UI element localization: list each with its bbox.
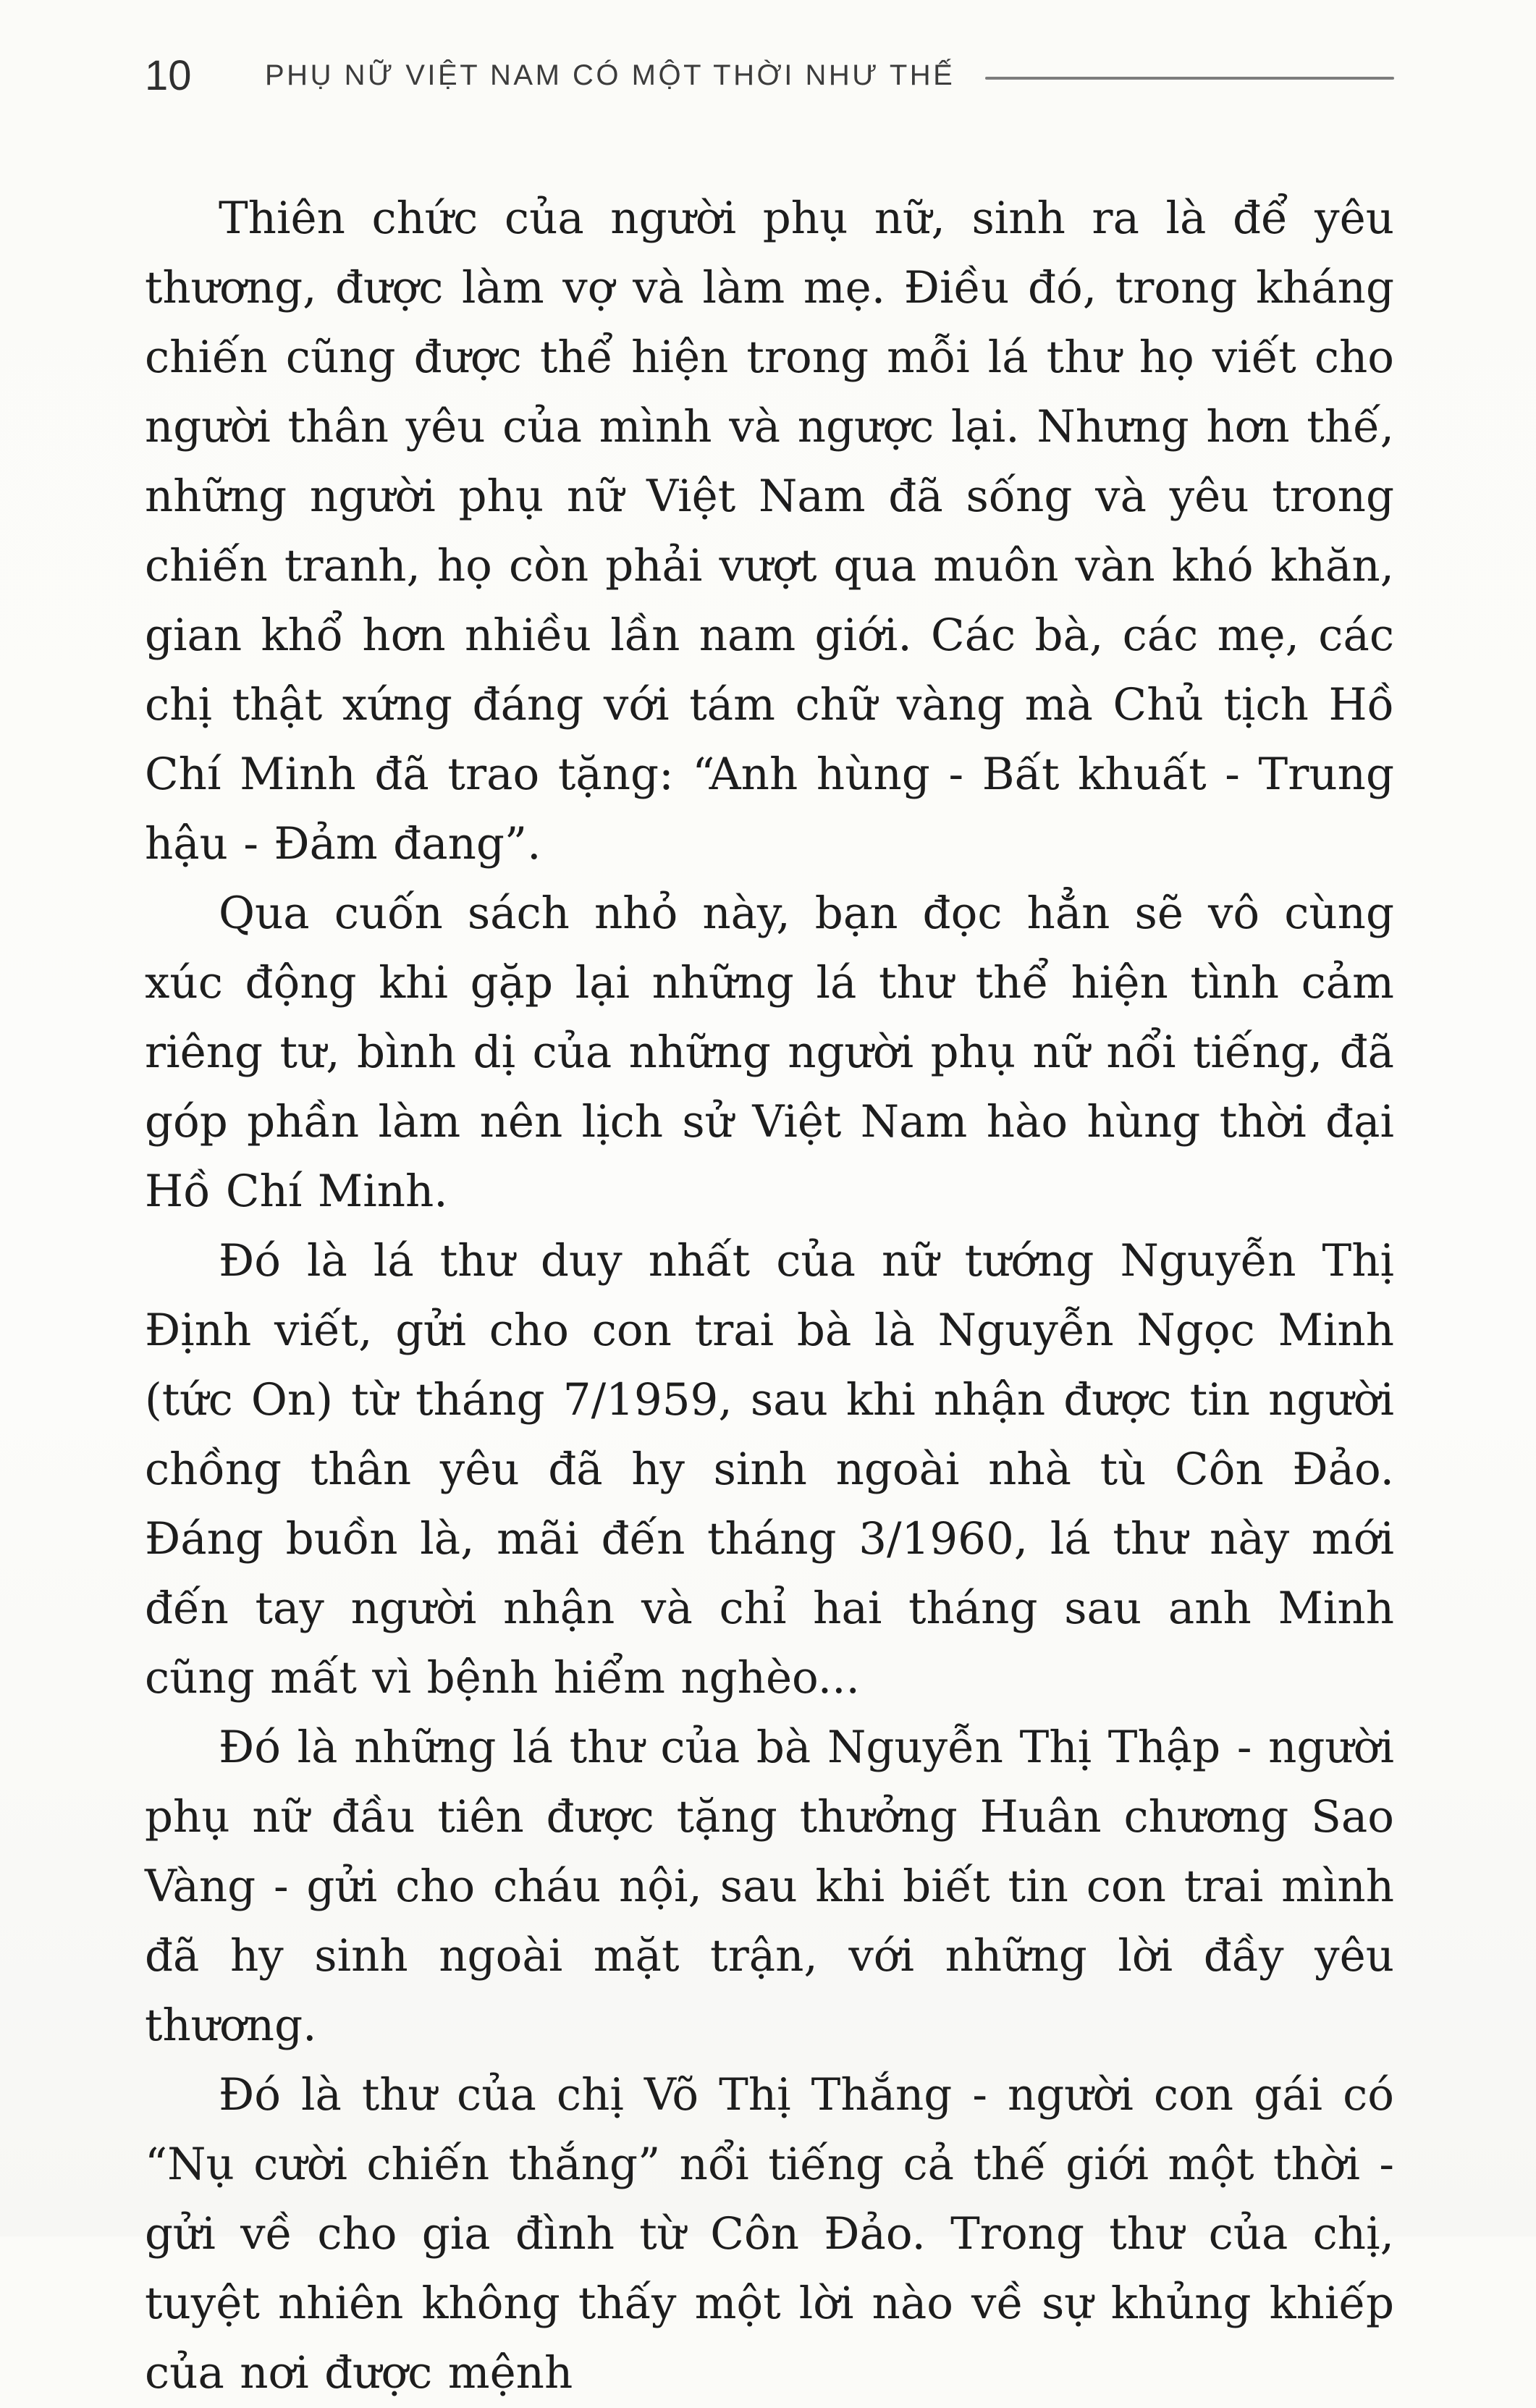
running-header (145, 46, 1394, 104)
running-header-title: PHỤ NỮ VIỆT NAM CÓ MỘT THỜI NHƯ THẾ (265, 59, 955, 91)
body-paragraph: Qua cuốn sách nhỏ này, bạn đọc hẳn sẽ vô cùng xúc động khi gặp lại những lá thư thể hiện tình cảm riêng tư, bình dị của những người phụ nữ nổi tiếng, đã góp phần làm nên lịch sử Việt Nam hào hùng thời đại Hồ Chí Minh. (145, 888, 1394, 1217)
body-paragraph: Đó là những lá thư của bà Nguyễn Thị Thập - người phụ nữ đầu tiên được tặng thưởng Huân chương Sao Vàng - gửi cho cháu nội, sau khi biết tin con trai mình đã hy sinh ngoài mặt trận, với những lời đầy yêu thương. (145, 1722, 1394, 2051)
page-number: 10 (145, 51, 192, 99)
body-paragraph: Đó là thư của chị Võ Thị Thắng - người con gái có “Nụ cười chiến thắng” nổi tiếng cả thế giới một thời - gửi về cho gia đình từ Côn Đảo. Trong thư của chị, tuyệt nhiên không thấy một lời nào về sự khủng khiếp của nơi được mệnh (145, 2069, 1394, 2399)
body-paragraph: Đó là lá thư duy nhất của nữ tướng Nguyễn Thị Định viết, gửi cho con trai bà là Nguyễn Ngọc Minh (tức On) từ tháng 7/1959, sau khi nhận được tin người chồng thân yêu đã hy sinh ngoài nhà tù Côn Đảo. Đáng buồn là, mãi đến tháng 3/1960, lá thư này mới đến tay người nhận và chỉ hai tháng sau anh Minh cũng mất vì bệnh hiểm nghèo... (145, 1235, 1394, 1704)
body-paragraph: Thiên chức của người phụ nữ, sinh ra là để yêu thương, được làm vợ và làm mẹ. Điều đó, trong kháng chiến cũng được thể hiện trong mỗi lá thư họ viết cho người thân yêu của mình và ngược lại. Nhưng hơn thế, những người phụ nữ Việt Nam đã sống và yêu trong chiến tranh, họ còn phải vượt qua muôn vàn khó khăn, gian khổ hơn nhiều lần nam giới. Các bà, các mẹ, các chị thật xứng đáng với tám chữ vàng mà Chủ tịch Hồ Chí Minh đã trao tặng: “Anh hùng - Bất khuất - Trung hậu - Đảm đang”. (145, 193, 1394, 870)
header-rule (985, 77, 1394, 80)
page-body (145, 184, 1394, 2408)
